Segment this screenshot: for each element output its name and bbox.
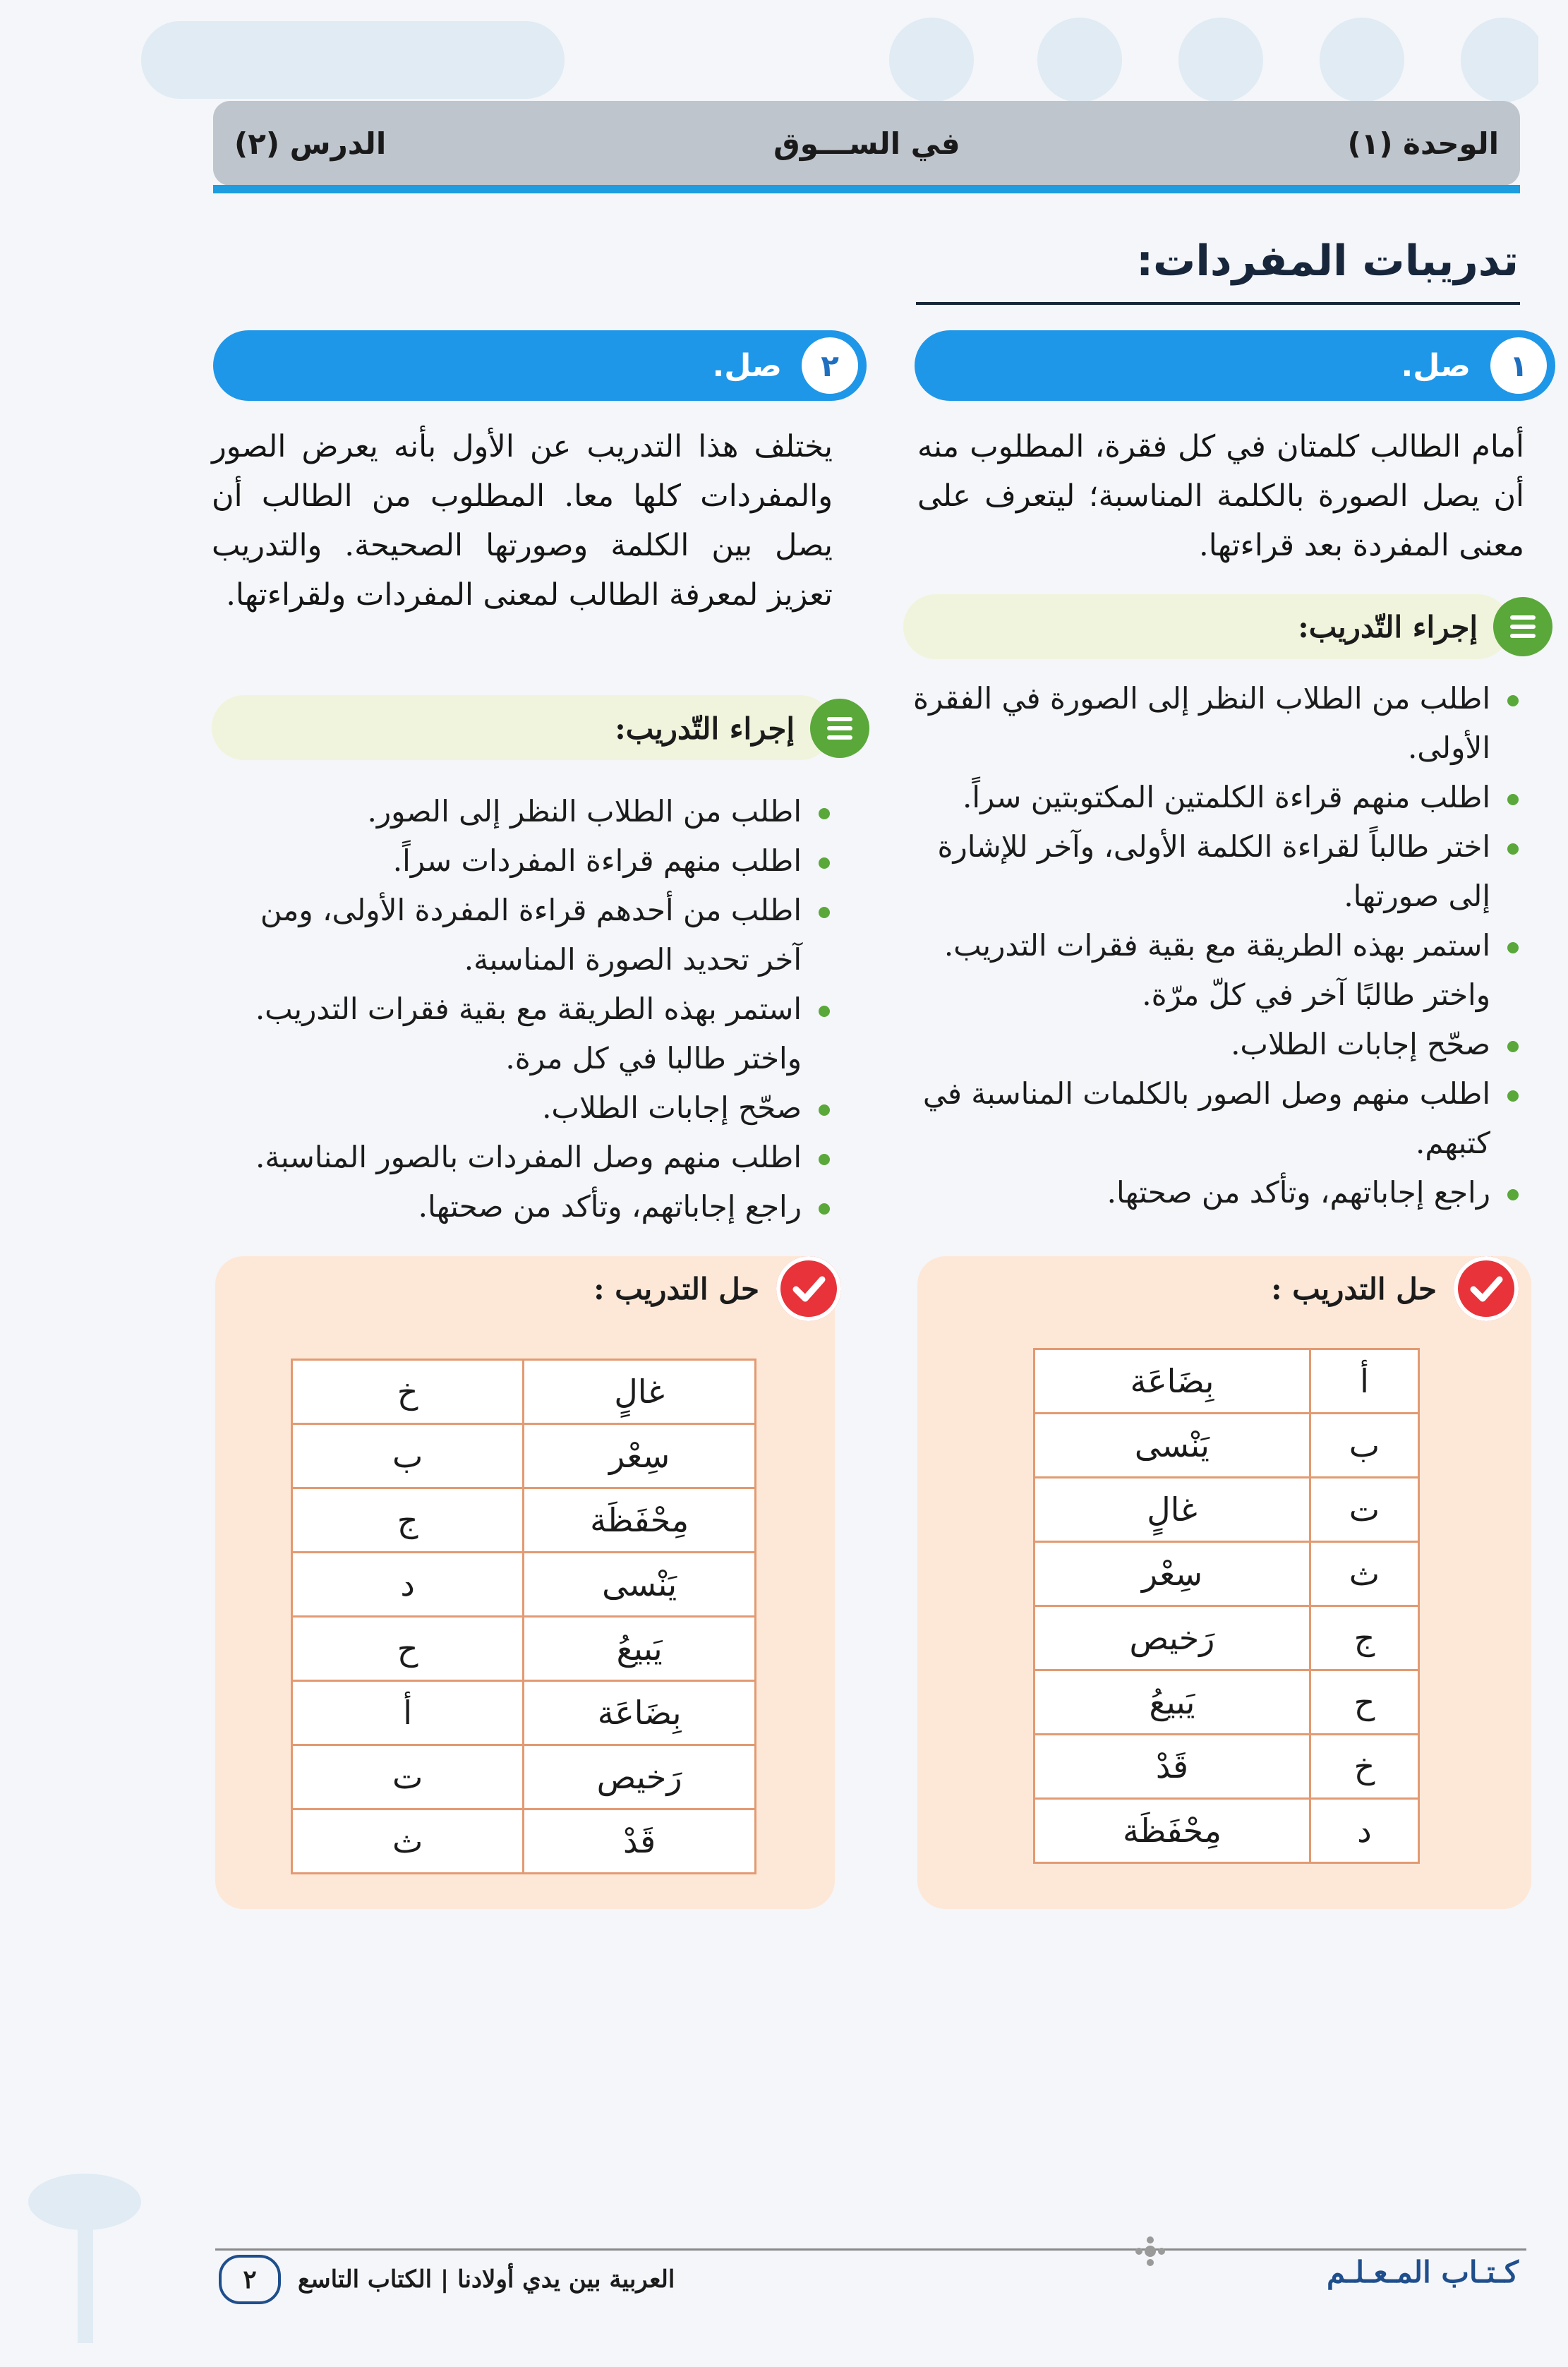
footer-series-title: العربية بين يدي أولادنا | الكتاب التاسع	[298, 2265, 675, 2294]
lesson-label: الدرس (٢)	[234, 126, 387, 161]
checkmark-icon	[776, 1256, 841, 1321]
table-row: يَنْسى د	[292, 1553, 756, 1617]
exercise-1-steps	[902, 674, 1523, 1217]
list-item: صحّح إجابات الطلاب.	[902, 1020, 1523, 1069]
table-row: رَخيص ت	[292, 1745, 756, 1809]
list-item: استمر بهذه الطريقة مع بقية فقرات التدريب. واختر طالبا في كل مرة.	[213, 984, 834, 1083]
table-row: سِعْر ب	[292, 1424, 756, 1488]
list-item: راجع إجاباتهم، وتأكد من صحتها.	[902, 1168, 1523, 1217]
exercise-2-number: ٢	[802, 337, 858, 394]
table-row: بِضَاعَة أ	[292, 1681, 756, 1745]
exercise-2-header	[213, 330, 867, 401]
background-decoration	[141, 7, 1538, 113]
table-row: ت غالٍ	[1035, 1478, 1419, 1542]
table-row: ب يَنْسى	[1035, 1414, 1419, 1478]
exercise-1-answer-heading	[1271, 1256, 1519, 1321]
ornament-icon	[1133, 2234, 1168, 2269]
exercise-1-answer-table	[1033, 1348, 1420, 1864]
exercise-2-procedure-heading	[615, 699, 869, 758]
list-item: اطلب من الطلاب النظر إلى الصور.	[213, 787, 834, 836]
exercise-2-answer-heading	[593, 1256, 841, 1321]
list-item: اطلب منهم قراءة المفردات سراً.	[213, 836, 834, 886]
table-row: ج رَخيص	[1035, 1606, 1419, 1670]
list-item: اختر طالباً لقراءة الكلمة الأولى، وآخر للإشارة إلى صورتها.	[902, 822, 1523, 921]
footer-series	[219, 2255, 675, 2304]
list-item: اطلب منهم وصل الصور بالكلمات المناسبة في كتبهم.	[902, 1069, 1523, 1168]
unit-label: الوحدة (١)	[1347, 126, 1499, 161]
list-item: راجع إجاباتهم، وتأكد من صحتها.	[213, 1182, 834, 1231]
table-row: خ قَدْ	[1035, 1735, 1419, 1799]
table-row: يَبيعُ ح	[292, 1617, 756, 1681]
list-item: اطلب منهم قراءة الكلمتين المكتوبتين سراً.	[902, 773, 1523, 822]
table-row: ث سِعْر	[1035, 1542, 1419, 1606]
table-row: غالٍ خ	[292, 1360, 756, 1424]
exercise-1-header	[915, 330, 1555, 401]
exercise-1-procedure-heading	[1298, 597, 1552, 656]
exercise-2-answer-table	[291, 1359, 756, 1874]
exercise-2-description: يختلف هذا التدريب عن الأول بأنه يعرض الصور والمفردات كلها معا. المطلوب من الطالب أن يصل بين الكلمة وصورتها الصحيحة. والتدريب تعزيز لمعرفة الطالب لمعنى المفردات ولقراءتها.	[212, 429, 833, 613]
table-row: مِحْفَظَة ج	[292, 1488, 756, 1553]
header-divider	[213, 185, 1520, 193]
page-number: ٢	[219, 2255, 281, 2304]
table-row: ح يَبيعُ	[1035, 1670, 1419, 1735]
exercise-1-procedure-title: إجراء التّدريب:	[1298, 609, 1478, 644]
palm-tree-decoration	[28, 2131, 141, 2343]
exercise-1-label: صل.	[1401, 347, 1471, 384]
exercise-2-label: صل.	[712, 347, 782, 384]
exercise-1-answer-title: حل التدريب :	[1271, 1271, 1437, 1306]
exercise-2-answer-title: حل التدريب :	[593, 1271, 759, 1306]
table-row: قَدْ ث	[292, 1809, 756, 1874]
table-row: أ بِضَاعَة	[1035, 1349, 1419, 1414]
unit-header	[213, 101, 1520, 186]
unit-title: في الســـوق	[773, 126, 960, 161]
checkmark-icon	[1454, 1256, 1519, 1321]
section-title: تدريبات المفردات:	[1136, 236, 1519, 286]
list-item: صحّح إجابات الطلاب.	[213, 1083, 834, 1133]
exercise-2-steps	[213, 787, 834, 1231]
list-icon	[1493, 597, 1552, 656]
list-icon	[810, 699, 869, 758]
list-item: استمر بهذه الطريقة مع بقية فقرات التدريب. واختر طالبًا آخر في كلّ مرّة.	[902, 921, 1523, 1020]
table-row: د مِحْفَظَة	[1035, 1799, 1419, 1863]
list-item: اطلب من الطلاب النظر إلى الصورة في الفقرة الأولى.	[902, 674, 1523, 773]
list-item: اطلب من أحدهم قراءة المفردة الأولى، ومن آخر تحديد الصورة المناسبة.	[213, 886, 834, 984]
exercise-1-number: ١	[1490, 337, 1547, 394]
exercise-1-description: أمام الطالب كلمتان في كل فقرة، المطلوب منه أن يصل الصورة بالكلمة المناسبة؛ ليتعرف على معنى المفردة بعد قراءتها.	[917, 429, 1524, 563]
exercise-2-procedure-title: إجراء التّدريب:	[615, 711, 795, 746]
footer-divider	[215, 2248, 1526, 2251]
list-item: اطلب منهم وصل المفردات بالصور المناسبة.	[213, 1133, 834, 1182]
section-underline	[916, 302, 1520, 305]
footer-book-title: كـتـاب المـعـلـم	[1326, 2255, 1519, 2289]
